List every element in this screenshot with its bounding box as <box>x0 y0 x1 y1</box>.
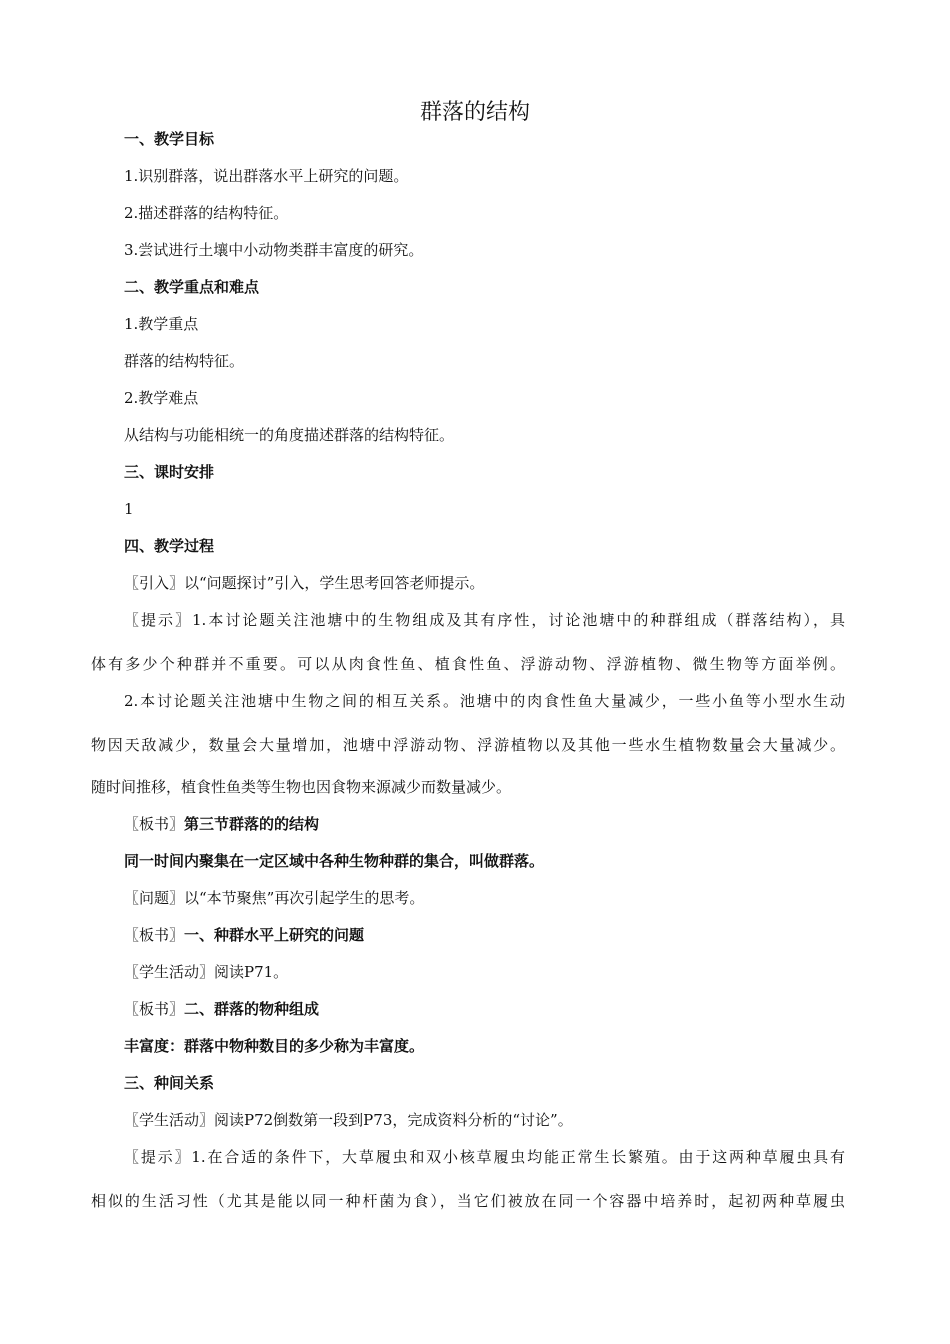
document-title: 群落的结构 <box>419 100 530 125</box>
hint2-line-1: 2.本讨论题关注池塘中生物之间的相互关系。池塘中的肉食性鱼大量减少，一些小鱼等小型水生动 <box>124 692 845 710</box>
board-text: 一、种群水平上研究的问题 <box>184 926 365 944</box>
student-activity-1: 〖学生活动〗阅读P71。 <box>124 963 289 981</box>
section-heading-process: 四、教学过程 <box>124 537 215 555</box>
board-tag: 〖板书〗 <box>124 815 185 833</box>
schedule-value: 1 <box>124 500 134 518</box>
objective-item-1: 1.识别群落，说出群落水平上研究的问题。 <box>124 167 409 185</box>
hint2-line-2: 物因天敌减少，数量会大量增加，池塘中浮游动物、浮游植物以及其他一些水生植物数量会大量减少。 <box>91 736 845 754</box>
key-point-label: 1.教学重点 <box>124 315 199 333</box>
hint3-line-1: 〖提示〗1.在合适的条件下，大草履虫和双小核草履虫均能正常生长繁殖。由于这两种草履虫具有 <box>124 1148 845 1166</box>
intro-paragraph: 〖引入〗以“问题探讨”引入，学生思考回答老师提示。 <box>124 574 485 592</box>
student-activity-2: 〖学生活动〗阅读P72倒数第一段到P73，完成资料分析的“讨论”。 <box>124 1111 573 1129</box>
subsection-heading-interactions: 三、种间关系 <box>124 1074 215 1092</box>
section-heading-objectives: 一、教学目标 <box>124 130 215 148</box>
board-tag: 〖板书〗 <box>124 926 185 944</box>
board-text: 第三节群落的的结构 <box>184 815 320 833</box>
objective-item-2: 2.描述群落的结构特征。 <box>124 204 289 222</box>
objective-item-3: 3.尝试进行土壤中小动物类群丰富度的研究。 <box>124 241 424 259</box>
board-note-2 <box>124 924 364 946</box>
board-text: 二、群落的物种组成 <box>184 1000 320 1018</box>
board-note-1 <box>124 813 319 835</box>
section-heading-schedule: 三、课时安排 <box>124 463 215 481</box>
key-point-text: 群落的结构特征。 <box>124 352 245 370</box>
board-tag: 〖板书〗 <box>124 1000 185 1018</box>
hint1-line-2: 体有多少个种群并不重要。可以从肉食性鱼、植食性鱼、浮游动物、浮游植物、微生物等方面举例。 <box>91 655 845 673</box>
board-note-3 <box>124 998 319 1020</box>
hint3-line-2: 相似的生活习性（尤其是能以同一种杆菌为食），当它们被放在同一个容器中培养时，起初两种草履虫 <box>91 1192 845 1210</box>
question-paragraph: 〖问题〗以“本节聚焦”再次引起学生的思考。 <box>124 889 425 907</box>
community-definition: 同一时间内聚集在一定区域中各种生物种群的集合，叫做群落。 <box>124 852 545 870</box>
richness-definition: 丰富度：群落中物种数目的多少称为丰富度。 <box>124 1037 425 1055</box>
hint1-line-1: 〖提示〗1.本讨论题关注池塘中的生物组成及其有序性，讨论池塘中的种群组成（群落结构），具 <box>124 611 845 629</box>
section-heading-key-points: 二、教学重点和难点 <box>124 278 260 296</box>
difficulty-label: 2.教学难点 <box>124 389 199 407</box>
hint2-line-3: 随时间推移，植食性鱼类等生物也因食物来源减少而数量减少。 <box>91 778 512 796</box>
difficulty-text: 从结构与功能相统一的角度描述群落的结构特征。 <box>124 426 455 444</box>
